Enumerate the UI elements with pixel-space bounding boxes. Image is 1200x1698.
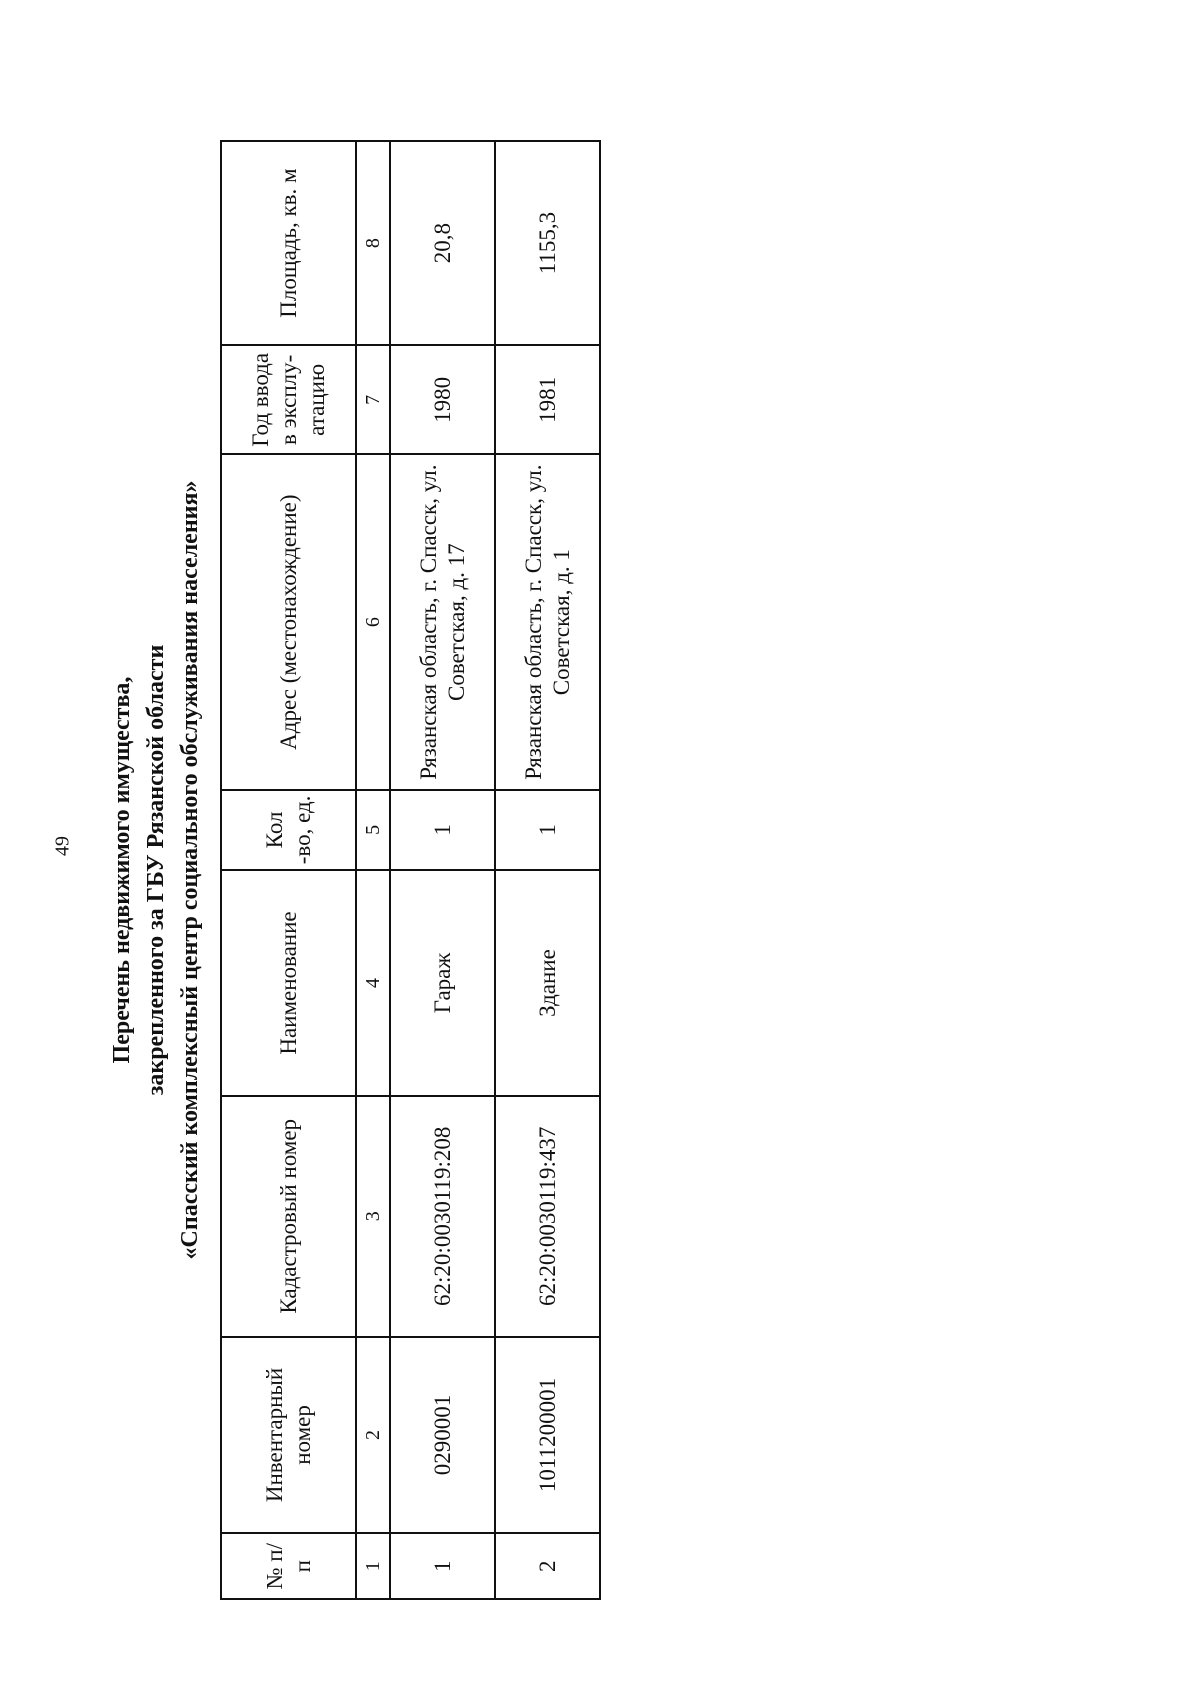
area-cell: 1155,3 (495, 141, 600, 345)
document-title (105, 130, 207, 1610)
year-cell: 1980 (390, 345, 495, 454)
row-number-cell: 2 (495, 1533, 600, 1599)
address-cell: Рязанская область, г. Спасск, ул. Советская, д. 1 (495, 455, 600, 790)
header-cell: № п/п (221, 1533, 356, 1599)
column-number-row (356, 141, 390, 1599)
header-cell: Наименование (221, 870, 356, 1096)
quantity-cell: 1 (495, 790, 600, 870)
name-cell: Здание (495, 870, 600, 1096)
table-header-row (221, 141, 356, 1599)
table-row (495, 141, 600, 1599)
title-line-3: «Спасский комплексный центр социального обслуживания населения» (177, 480, 203, 1260)
property-table (220, 140, 601, 1600)
column-number-cell: 2 (356, 1337, 390, 1534)
title-line-1: Перечень недвижимого имущества, (109, 676, 135, 1064)
name-cell: Гараж (390, 870, 495, 1096)
header-cell: Площадь, кв. м (221, 141, 356, 345)
row-number-cell: 1 (390, 1533, 495, 1599)
header-cell: Инвентарный номер (221, 1337, 356, 1534)
cadastral-number-cell: 62:20:0030119:437 (495, 1096, 600, 1337)
area-cell: 20,8 (390, 141, 495, 345)
column-number-cell: 5 (356, 790, 390, 870)
cadastral-number-cell: 62:20:0030119:208 (390, 1096, 495, 1337)
column-number-cell: 4 (356, 870, 390, 1096)
header-cell: Год ввода в эксплу- атацию (221, 345, 356, 454)
column-number-cell: 1 (356, 1533, 390, 1599)
column-number-cell: 7 (356, 345, 390, 454)
column-number-cell: 3 (356, 1096, 390, 1337)
year-cell: 1981 (495, 345, 600, 454)
header-cell: Адрес (местонахождение) (221, 455, 356, 790)
header-cell: Кадастровый номер (221, 1096, 356, 1337)
quantity-cell: 1 (390, 790, 495, 870)
table-row (390, 141, 495, 1599)
page-number: 49 (51, 836, 74, 856)
rotated-content (105, 130, 625, 1610)
column-number-cell: 6 (356, 455, 390, 790)
column-number-cell: 8 (356, 141, 390, 345)
address-cell: Рязанская область, г. Спасск, ул. Советская, д. 17 (390, 455, 495, 790)
inventory-number-cell: 1011200001 (495, 1337, 600, 1534)
title-line-2: закрепленного за ГБУ Рязанской области (143, 644, 169, 1096)
header-cell: Кол -во, ед. (221, 790, 356, 870)
inventory-number-cell: 0290001 (390, 1337, 495, 1534)
